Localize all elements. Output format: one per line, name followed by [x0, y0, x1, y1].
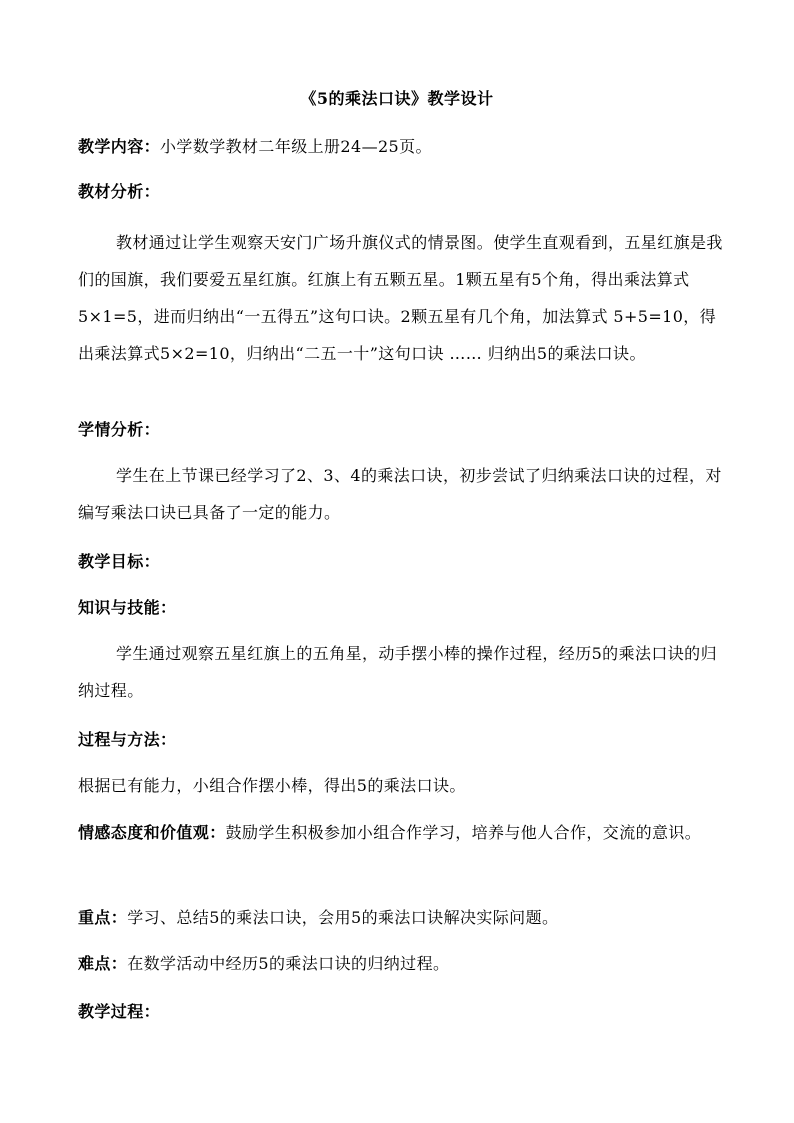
difficulty-text: 在数学活动中经历5的乘法口诀的归纳过程。 [127, 954, 450, 973]
teaching-content-paragraph [78, 128, 724, 165]
student-analysis-text: 学生在上节课已经学习了2、3、4的乘法口诀，初步尝试了归纳乘法口诀的过程，对编写乘法口诀已具备了一定的能力。 [78, 466, 722, 522]
document-title: 《5的乘法口诀》教学设计 [300, 89, 494, 108]
key-point-text: 学习、总结5的乘法口诀，会用5的乘法口诀解决实际问题。 [127, 908, 559, 927]
textbook-analysis-heading: 教材分析： [78, 182, 161, 201]
student-analysis-heading: 学情分析： [78, 420, 161, 439]
key-point-paragraph [78, 899, 724, 936]
knowledge-skills-text: 学生通过观察五星红旗上的五角星，动手摆小棒的操作过程，经历5的乘法口诀的归纳过程。 [78, 644, 717, 700]
teaching-content-label: 教学内容： [78, 137, 161, 156]
teaching-procedure-heading: 教学过程： [78, 1002, 161, 1021]
difficulty-label: 难点： [78, 954, 128, 973]
emotion-values-text: 鼓励学生积极参加小组合作学习，培养与他人合作，交流的意识。 [225, 823, 702, 842]
emotion-values-label: 情感态度和价值观： [78, 823, 226, 842]
knowledge-skills-heading: 知识与技能： [78, 598, 177, 617]
process-methods-text: 根据已有能力，小组合作摆小棒，得出5的乘法口诀。 [78, 776, 466, 795]
textbook-analysis-text: 教材通过让学生观察天安门广场升旗仪式的情景图。使学生直观看到，五星红旗是我们的国旗，我们要爱五星红旗。红旗上有五颗五星。1颗五星有5个角，得出乘法算式5×1=5，进而归纳出“一五得五”这句口诀。2颗五星有几个角，加法算式 5+5=10，得出乘法算式5×2=10，归纳出“二五一十”这句口诀 …… 归纳出5的乘法口诀。 [78, 233, 723, 363]
teaching-goals-heading: 教学目标： [78, 552, 161, 571]
difficulty-paragraph [78, 945, 724, 982]
key-point-label: 重点： [78, 908, 128, 927]
emotion-values-paragraph [78, 814, 724, 851]
process-methods-heading: 过程与方法： [78, 730, 177, 749]
teaching-content-text: 小学数学教材二年级上册24—25页。 [160, 137, 432, 156]
